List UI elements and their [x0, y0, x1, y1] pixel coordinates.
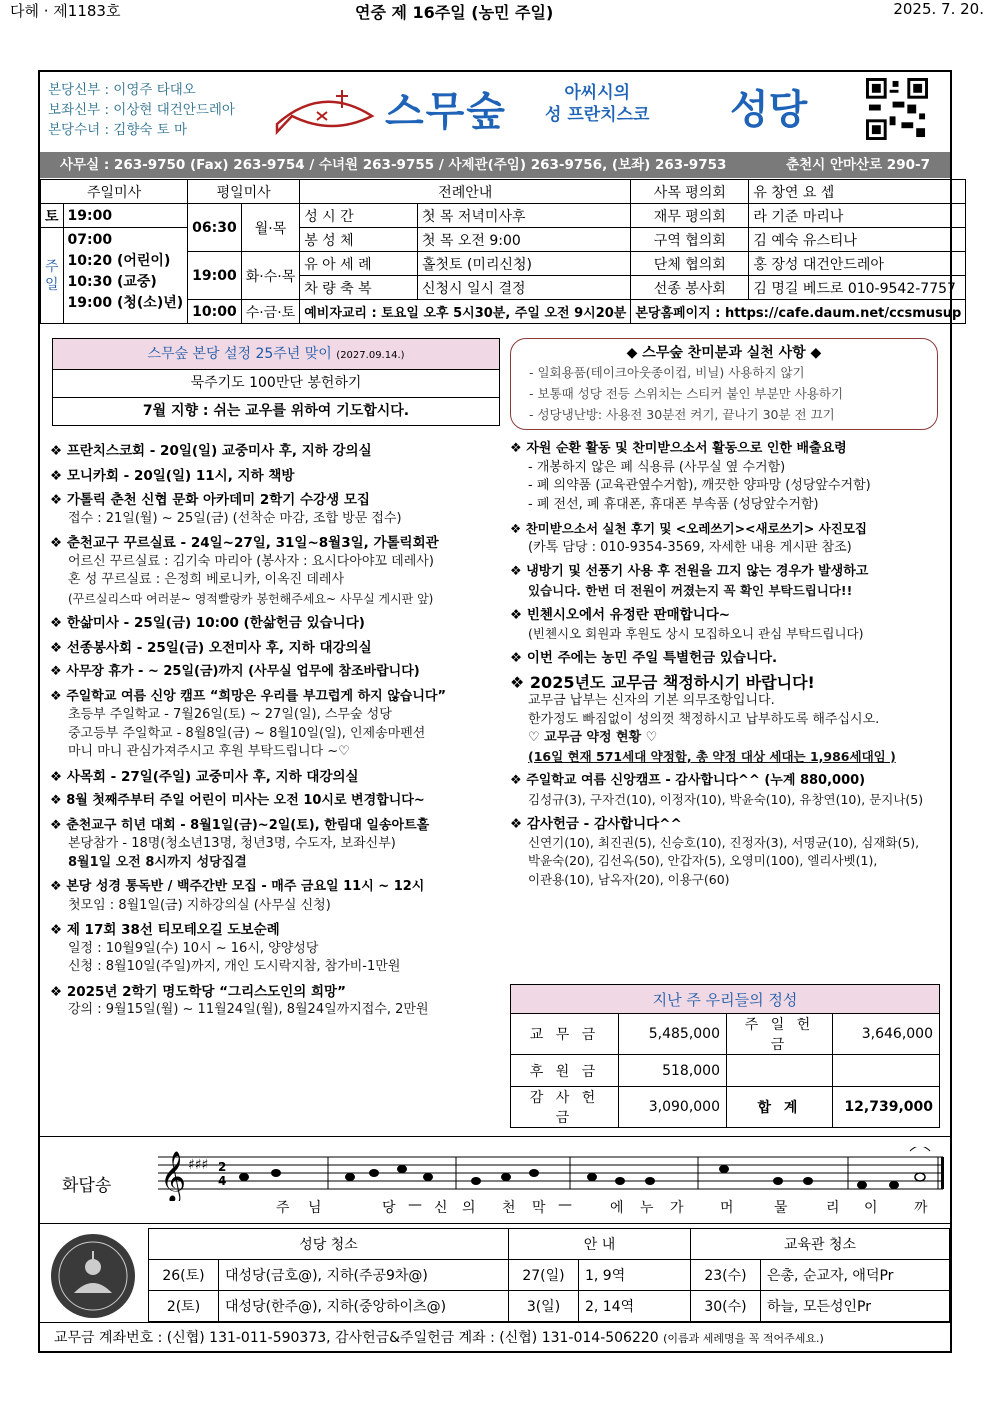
notice-item: ❖ 이번 주에는 농민 주일 특별헌금 있습니다. [510, 649, 946, 668]
council-value: 홍 장성 대건안드레아 [749, 252, 966, 276]
practice-item: - 보통때 성당 전등 스위치는 스티커 붙인 부분만 사용하기 [529, 386, 844, 401]
council-value: 김 예숙 유스티나 [749, 228, 966, 252]
homepage-link[interactable]: 본당홈페이지 : https://cafe.daum.net/ccsmusup [631, 300, 966, 324]
schedule-table [40, 179, 966, 324]
council-label: 선종 봉사회 [631, 276, 749, 300]
thanks-offering: ❖ 감사헌금 - 감사합니다^^ 신연기(10), 최진권(5), 신승호(10), 진정자(3), 서명균(10), 심재화(5), 박윤숙(20), 김선옥(50), 안갑자(5), 오영미(100), 엘리사벳(1), 이관용(10), 남옥자(20), 이용구(60) [510, 815, 946, 889]
sunday-time: 10:20 (어린이) [67, 253, 171, 269]
guide-date: 3(일) [509, 1291, 579, 1322]
offering-value [833, 1055, 940, 1087]
sunday-time: 10:30 (교중) [67, 274, 157, 290]
offering-label: 후 원 금 [511, 1055, 619, 1087]
offering-total-value: 12,739,000 [833, 1087, 940, 1128]
music-staff-icon [158, 1147, 948, 1201]
guide-header: 안 내 [509, 1229, 691, 1260]
council-label: 단체 협의회 [631, 252, 749, 276]
offering-title: 지난 주 우리들의 정성 [511, 985, 940, 1014]
offering-label: 주 일 헌 금 [727, 1014, 833, 1055]
psalm-lyrics: 주 님 당 — 신 의 천 막 — 에 누 가 머 물 리 이 까 [276, 1197, 928, 1216]
top-line [0, 0, 984, 22]
header [40, 72, 950, 152]
notice-item: ❖ 자원 순환 활동 및 찬미받으소서 활동으로 인한 배출요령 - 개봉하지 않은 폐 식용류 (사무실 옆 수거함) - 폐 의약품 (교육관옆수거함), 깨끗한 양파망 (성당앞수거함) - 폐 전선, 폐 휴대폰, 휴대폰 부속품 (성당앞수거함) [510, 440, 946, 514]
liturgy-value: 첫 목 오전 9:00 [417, 228, 630, 252]
week-title: 연중 제 16주일 (농민 주일) [355, 3, 554, 22]
offering-value: 518,000 [619, 1055, 727, 1087]
anniversary-date: (2027.09.14.) [336, 350, 405, 361]
guide-team: 1, 9역 [579, 1260, 691, 1291]
svg-text:𝄞: 𝄞 [160, 1151, 187, 1201]
cleaning-table [148, 1228, 950, 1322]
cleaning-date: 2(토) [149, 1291, 219, 1322]
council-label: 재무 평의회 [631, 204, 749, 228]
guide-date: 27(일) [509, 1260, 579, 1291]
office-address: 춘천시 안마산로 290-7 [786, 157, 930, 173]
cleaning-date: 26(토) [149, 1260, 219, 1291]
weekday-days: 월·목 [241, 204, 299, 252]
sunday-time: 07:00 [67, 232, 113, 248]
office-bar [40, 152, 950, 178]
offering-value: 5,485,000 [619, 1014, 727, 1055]
offering-value: 3,646,000 [833, 1014, 940, 1055]
church-sub-2: 성 프란치스코 [545, 105, 650, 125]
bulletin-date: 2025. 7. 20. [893, 0, 984, 18]
sunday-time: 19:00 (청(소)년) [67, 295, 184, 311]
council-label: 구역 협의회 [631, 228, 749, 252]
notice-item: ❖ 냉방기 및 선풍기 사용 후 전원을 끄지 않는 경우가 발생하고 있습니다. 한번 더 전원이 꺼졌는지 꼭 확인 부탁드립니다!! [510, 563, 946, 600]
staff-assistant: 보좌신부 : 이상현 대건안드레아 [48, 102, 235, 118]
council-value: 라 기준 마리나 [749, 204, 966, 228]
church-name-big: 성당 [730, 87, 808, 133]
anniversary-box [52, 338, 500, 426]
notice-item: ❖ 춘천교구 히년 대회 - 8월1일(금)~2일(토), 한림대 일송아트홀 본당참가 - 18명(청소년13명, 청년3명, 수도자, 보좌신부) 8월1일 오전 8시까지 성당집결 [50, 817, 500, 873]
left-notices [50, 436, 500, 1020]
weekday-days: 수·금·토 [241, 300, 299, 324]
notice-item: ❖ 찬미받으소서 실천 후기 및 <오레쓰기><새로쓰기> 사진모집 (카톡 담당 : 010-9354-3569, 자세한 내용 게시판 참조) [510, 520, 946, 557]
office-phones: 사무실 : 263-9750 (Fax) 263-9754 / 수녀원 263-9755 / 사제관(주임) 263-9756, (보좌) 263-9753 [60, 157, 727, 173]
offering-value: 3,090,000 [619, 1087, 727, 1128]
responsorial-psalm [40, 1136, 950, 1224]
weekday-days: 화·수·목 [241, 252, 299, 300]
edu-team: 하늘, 모든성인Pr [761, 1291, 950, 1322]
liturgy-value: 첫 목 저녁미사후 [417, 204, 630, 228]
council-label: 사목 평의회 [631, 180, 749, 204]
cleaning-team: 대성당(금호@), 지하(주공9차@) [219, 1260, 509, 1291]
notice-item: ❖ 사무장 휴가 - ~ 25일(금)까지 (사무실 업무에 참조바랍니다) [50, 663, 500, 682]
svg-text:4: 4 [218, 1174, 227, 1188]
notice-item: ❖ 선종봉사회 - 25일(금) 오전미사 후, 지하 대강의실 [50, 639, 500, 658]
staff-sister: 본당수녀 : 김향숙 토 마 [48, 122, 188, 138]
guide-team: 2, 14역 [579, 1291, 691, 1322]
cleaning-team: 대성당(한주@), 지하(중앙하이츠@) [219, 1291, 509, 1322]
practice-item: - 성당냉난방: 사용전 30분전 켜기, 끝나기 30분 전 끄기 [529, 407, 835, 422]
right-notices [510, 434, 946, 889]
notice-item: ❖ 한삶미사 - 25일(금) 10:00 (한삶헌금 있습니다) [50, 614, 500, 633]
notice-item: ❖ 제 17회 38선 티모테오길 도보순례 일정 : 10월9일(수) 10시 ~ 16시, 양양성당 신청 : 8월10일(주일)까지, 개인 도시락지참, 참가비-1만원 [50, 921, 500, 977]
header-weekday-mass: 평일미사 [188, 180, 300, 204]
notice-item: ❖ 8월 첫째주부터 주일 어린이 미사는 오전 10시로 변경합니다~ [50, 792, 500, 811]
edu-date: 30(수) [691, 1291, 761, 1322]
offering-table [510, 984, 940, 1128]
weekday-time: 10:00 [188, 300, 242, 324]
practice-title: ◆ 스무숲 찬미분과 실천 사항 ◆ [626, 345, 822, 361]
qr-code-icon[interactable] [866, 78, 928, 140]
notice-item: ❖ 춘천교구 꾸르실료 - 24일~27일, 31일~8월3일, 가톨릭회관 어르신 꾸르실료 : 김기숙 마리아 (봉사자 : 요시다아야꼬 데레사) 혼 성 꾸르실료 : 은정희 베로니카, 이옥진 데레사 (꾸르실리스따 여러분~ 영적빨랑카 봉헌해주세요~ 사무실 게시판 앞) [50, 534, 500, 608]
liturgy-label: 성 시 간 [300, 204, 418, 228]
header-sunday-mass: 주일미사 [41, 180, 188, 204]
staff-pastor: 본당신부 : 이영주 타대오 [48, 82, 196, 98]
bank-accounts [40, 1322, 950, 1352]
saturday-time: 19:00 [63, 204, 188, 228]
notice-item: ❖ 2025년 2학기 명도학당 “그리스도인의 희망” 강의 : 9월15일(월) ~ 11월24일(월), 8월24일까지접수, 2만원 [50, 983, 500, 1020]
church-fish-logo-icon [272, 86, 382, 138]
edu-team: 은총, 순교자, 애덕Pr [761, 1260, 950, 1291]
weekday-time: 19:00 [188, 252, 242, 300]
edu-date: 23(수) [691, 1260, 761, 1291]
sunday-label: 주일 [41, 228, 64, 324]
church-name-main: 스무숲 [385, 89, 507, 135]
weekday-time: 06:30 [188, 204, 242, 252]
cleaning-header: 성당 청소 [149, 1229, 509, 1260]
notice-item: ❖ 주일학교 여름 신앙 캠프 “희망은 우리를 부끄럽게 하지 않습니다” 초등부 주일학교 - 7월26일(토) ~ 27일(일), 스무숲 성당 중고등부 주일학교 - 8월8일(금) ~ 8월10일(일), 인제송마펜션 마니 마니 관심가져주시고 후원 부탁드립니다 ~♡ [50, 688, 500, 762]
offering-total-label: 합 계 [727, 1087, 833, 1128]
parish-seal-icon [50, 1233, 136, 1319]
preparation-class: 예비자교리 : 토요일 오후 5시30분, 주일 오전 9시20분 [300, 300, 631, 324]
liturgy-label: 차 량 축 복 [300, 276, 418, 300]
offering-label: 교 무 금 [511, 1014, 619, 1055]
rosary-goal: 묵주기도 100만단 봉헌하기 [53, 370, 499, 398]
bank-main: 교무금 계좌번호 : (신협) 131-011-590373, 감사헌금&주일헌금 계좌 : (신협) 131-014-506220 [54, 1330, 659, 1346]
staff-list [48, 80, 235, 140]
saturday-label: 토 [41, 204, 64, 228]
bank-note: (이름과 세례명을 꼭 적어주세요.) [663, 1332, 824, 1345]
notice-item: ❖ 빈첸시오에서 유정란 판매합니다~ (빈첸시오 회원과 후원도 상시 모집하오니 관심 부탁드립니다) [510, 606, 946, 643]
header-liturgy: 전례안내 [300, 180, 631, 204]
tithe-notice: ❖ 2025년도 교무금 책정하시기 바랍니다! 교무금 납부는 신자의 기본 의무조항입니다. 한가정도 빠짐없이 성의껏 책정하시고 납부하도록 해주십시오. ♡ 교무금 약정 현황 ♡ (16일 현재 571세대 약정함, 총 약정 대상 세대는 1,986세대임 ) [510, 674, 946, 767]
council-value: 유 창연 요 셉 [749, 180, 966, 204]
thanks-camp: ❖ 주일학교 여름 신앙캠프 - 감사합니다^^ (누계 880,000) 김성규(3), 구자건(10), 이정자(10), 박윤숙(10), 유창연(10), 문지나(5) [510, 772, 946, 809]
svg-text:2: 2 [218, 1160, 227, 1174]
church-sub-1: 아씨시의 [564, 83, 631, 103]
edu-cleaning-header: 교육관 청소 [691, 1229, 950, 1260]
liturgy-label: 봉 성 체 [300, 228, 418, 252]
anniversary-title [53, 339, 499, 370]
notice-item: ❖ 사목회 - 27일(주일) 교중미사 후, 지하 대강의실 [50, 768, 500, 787]
notice-item: ❖ 본당 성경 통독반 / 백주간반 모집 - 매주 금요일 11시 ~ 12시 첫모임 : 8월1일(금) 지하강의실 (사무실 신청) [50, 878, 500, 915]
notice-item: ❖ 프란치스코회 - 20일(일) 교중미사 후, 지하 강의실 [50, 442, 500, 461]
liturgy-value: 신청시 일시 결정 [417, 276, 630, 300]
svg-text:♯♯♯: ♯♯♯ [188, 1157, 209, 1173]
liturgy-value: 홀첫토 (미리신청) [417, 252, 630, 276]
monthly-intention: 7월 지향 : 쉬는 교우를 위하여 기도합시다. [142, 403, 410, 419]
notice-item: ❖ 모니카회 - 20일(일) 11시, 지하 책방 [50, 467, 500, 486]
offering-label [727, 1055, 833, 1087]
council-value: 김 명길 베드로 010-9542-7757 [749, 276, 966, 300]
practice-item: - 일회용품(테이크아웃종이컵, 비닐) 사용하지 않기 [529, 365, 805, 380]
notice-item: ❖ 가톨릭 춘천 신협 문화 아카데미 2학기 수강생 모집 접수 : 21일(월) ~ 25일(금) (선착순 마감, 조합 방문 접수) [50, 491, 500, 528]
psalm-label: 화답송 [62, 1176, 112, 1196]
liturgy-label: 유 아 세 례 [300, 252, 418, 276]
church-name-sub [545, 82, 649, 126]
offering-label: 감 사 헌 금 [511, 1087, 619, 1128]
sunday-times [63, 228, 188, 324]
practice-box [510, 338, 938, 430]
anniversary-title-text: 스무숲 본당 설정 25주년 맞이 [147, 346, 332, 362]
issue-number: 다헤 · 제1183호 [10, 2, 121, 20]
